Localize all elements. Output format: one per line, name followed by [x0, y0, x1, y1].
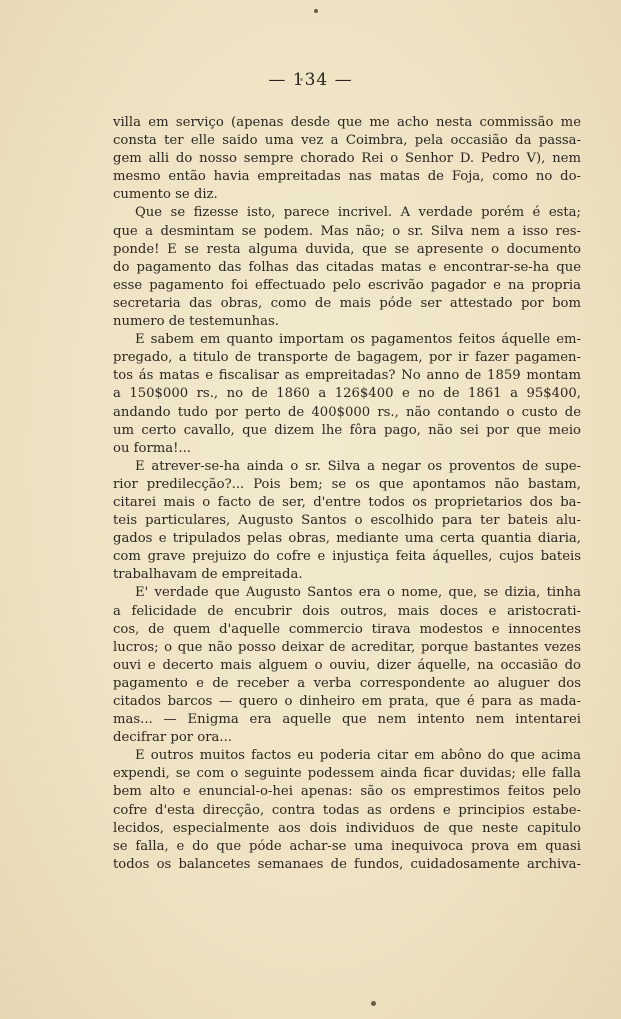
text-line: citados barcos — quero o dinheiro em prata, que é para as mada- — [113, 694, 581, 709]
text-line: trabalhavam de empreitada. — [113, 567, 303, 583]
text-line: rior predilecção?... Pois bem; se os que apontamos não bastam, — [113, 476, 581, 492]
text-line: gem alli do nosso sempre chorado Rei o Senhor D. Pedro V), nem — [113, 151, 581, 167]
text-line: consta ter elle saido uma vez a Coimbra, pela occasião da passa- — [113, 133, 581, 149]
text-line: ou forma!... — [113, 440, 191, 456]
text-line: Que se fizesse isto, parece incrivel. A verdade porém é esta; — [135, 205, 581, 221]
text-line: pregado, a titulo de transporte de bagagem, por ir fazer pagamen- — [113, 350, 581, 366]
text-line: E sabem em quanto importam os pagamentos feitos áquelle em- — [135, 332, 581, 348]
text-line: esse pagamento foi effectuado pelo escrivão pagador e na propria — [113, 277, 581, 293]
ink-spot — [314, 9, 318, 13]
text-line: do pagamento das folhas das citadas matas e encontrar-se-ha que — [113, 259, 581, 275]
text-line: mas... — Enigma era aquelle que nem intento nem intentarei — [113, 712, 581, 728]
page-number: — 134 — — [268, 70, 353, 90]
text-line: cumento se diz. — [113, 187, 218, 203]
text-line: villa em serviço (apenas desde que me acho nesta commissão me — [113, 115, 581, 130]
body-text — [113, 114, 581, 874]
text-line: que a desmintam se podem. Mas não; o sr. Silva nem a isso res- — [113, 223, 581, 239]
text-line: se falla, e do que póde achar-se uma inequivoca prova em quasi — [113, 838, 581, 854]
text-line: a felicidade de encubrir dois outros, mais doces e aristocrati- — [113, 603, 581, 619]
text-line: E outros muitos factos eu poderia citar em abôno do que acima — [135, 748, 581, 764]
text-line: teis particulares, Augusto Santos o escolhido para ter bateis alu- — [113, 513, 581, 529]
text-line: expendi, se com o seguinte podessem ainda ficar duvidas; elle falla — [113, 766, 581, 782]
text-line: decifrar por ora... — [113, 730, 232, 746]
text-line: cos, de quem d'aquelle commercio tirava modestos e innocentes — [113, 621, 581, 637]
text-line: andando tudo por perto de 400$000 rs., não contando o custo de — [113, 404, 581, 420]
text-line: com grave prejuizo do cofre e injustiça feita áquelles, cujos bateis — [113, 549, 581, 565]
text-line: cofre d'esta direcção, contra todas as ordens e principios estabe- — [113, 802, 581, 818]
text-line: todos os balancetes semanaes de fundos, cuidadosamente archiva- — [113, 856, 581, 872]
text-line: numero de testemunhas. — [113, 314, 279, 330]
text-line: pagamento e de receber a verba correspondente ao aluguer dos — [113, 675, 581, 691]
ink-spot — [371, 1001, 376, 1006]
text-line: gados e tripulados pelas obras, mediante uma certa quantia diaria, — [113, 531, 581, 547]
text-line: ouvi e decerto mais alguem o ouviu, dizer áquelle, na occasião do — [113, 657, 581, 673]
text-line: bem alto e enuncial-o-hei apenas: são os emprestimos feitos pelo — [113, 784, 581, 800]
text-line: a 150$000 rs., no de 1860 a 126$400 e no de 1861 a 95$400, — [113, 386, 581, 402]
text-line: ponde! E se resta alguma duvida, que se apresente o documento — [113, 241, 581, 257]
text-line: tos ás matas e fiscalisar as empreitadas? No anno de 1859 montam — [113, 368, 581, 384]
text-line: lucros; o que não posso deixar de acreditar, porque bastantes vezes — [113, 639, 581, 655]
text-line: E atrever-se-ha ainda o sr. Silva a negar os proventos de supe- — [135, 458, 581, 474]
text-line: um certo cavallo, que dizem lhe fôra pago, não sei por que meio — [113, 422, 581, 438]
text-line: lecidos, especialmente aos dois individuos de que neste capitulo — [113, 820, 581, 836]
text-line: mesmo então havia empreitadas nas matas de Foja, como no do- — [113, 169, 581, 185]
text-line: citarei mais o facto de ser, d'entre todos os proprietarios dos ba- — [113, 494, 581, 510]
text-line: E' verdade que Augusto Santos era o nome, que, se dizia, tinha — [135, 585, 581, 601]
text-line: secretaria das obras, como de mais póde ser attestado por bom — [113, 295, 581, 311]
